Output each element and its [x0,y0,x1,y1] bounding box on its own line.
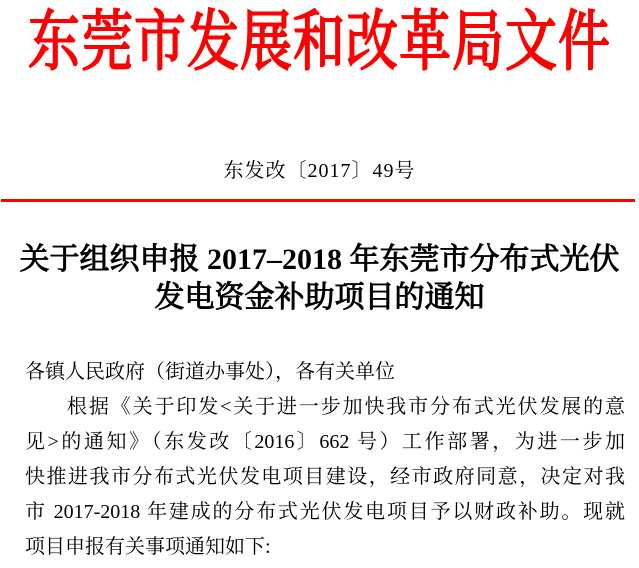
body-line: 快推进我市分布式光伏发电项目建设，经市政府同意，决定对我 [25,466,625,488]
body-line-salutation: 各镇人民政府（街道办事处），各有关单位 [25,361,395,383]
document-title-line: 发电资金补助项目的通知 [154,281,485,314]
document-body [25,355,625,565]
body-line: 项目申报有关事项通知如下: [25,536,271,558]
body-line: 根据《关于印发<关于进一步加快我市分布式光伏发展的意 [67,396,625,418]
agency-header-title: 东莞市发展和改革局文件 [27,6,611,80]
red-divider-rule [1,199,635,202]
body-line: 市 2017-2018 年建成的分布式光伏发电项目予以财政补助。现就 [25,501,625,523]
body-line: 见>的通知》（东发改〔2016〕662 号）工作部署，为进一步加 [25,431,625,453]
document-title [0,241,639,317]
document-title-line: 关于组织申报 2017–2018 年东莞市分布式光伏 [19,243,620,276]
document-number: 东发改〔2017〕49号 [223,160,416,182]
